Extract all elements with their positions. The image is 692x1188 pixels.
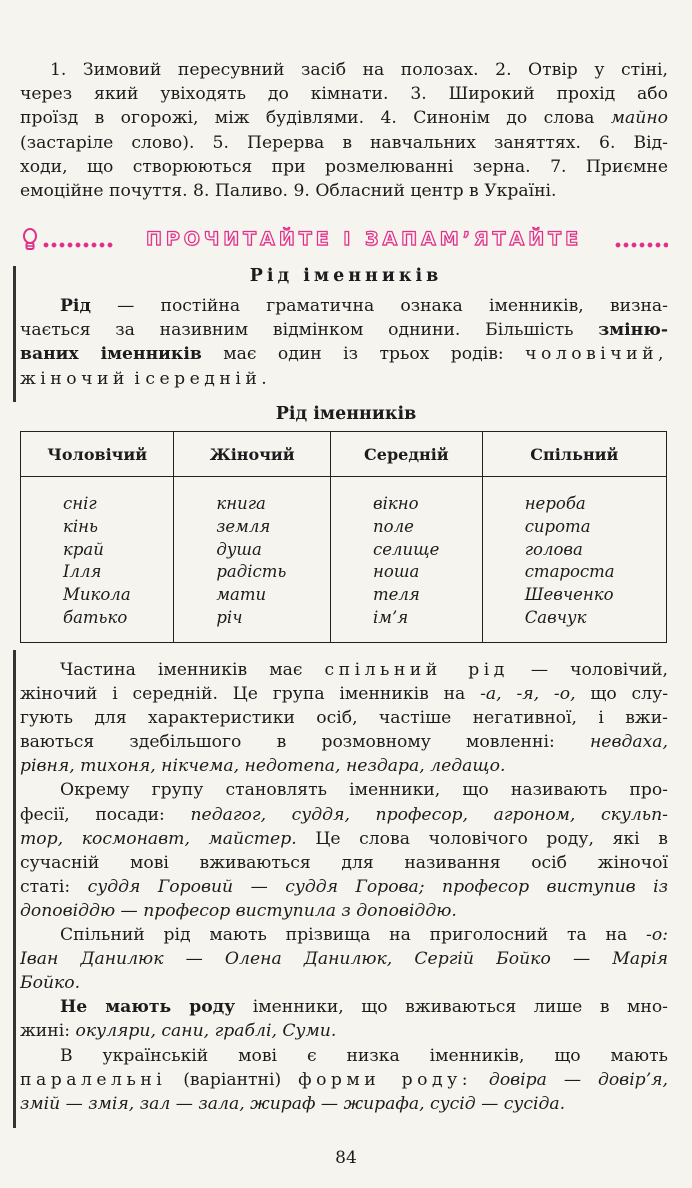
noun-word: Шевченко <box>524 585 614 605</box>
paragraph-common-gender <box>20 658 668 778</box>
body-text-run: ваються здебільшого в розмовному мовленні: <box>20 732 590 753</box>
noun-word: Савчук <box>524 607 587 627</box>
body-italic: педагог, суддя, професор, агроном, скульп- <box>190 804 668 825</box>
body-text <box>20 658 668 1116</box>
table-cell <box>174 477 331 643</box>
read-remember-banner <box>20 226 670 254</box>
table-caption: Рід іменників <box>275 404 417 424</box>
intro-text: має один із трьох родів: <box>201 344 526 365</box>
table-header: Жіночий <box>174 432 331 477</box>
noun-word: ноша <box>373 562 420 582</box>
term-rid: Рід <box>60 296 91 316</box>
body-spaced: паралельні <box>20 1069 167 1090</box>
lightbulb-icon <box>22 228 38 252</box>
noun-word: голова <box>524 539 583 559</box>
body-bold: Не мають роду <box>60 997 236 1018</box>
intro-text: чається за називним відмінком однини. Більшість <box>20 320 599 341</box>
table-header: Чоловічий <box>21 432 174 477</box>
paragraph-surnames <box>20 923 668 995</box>
banner-dots-left <box>42 242 114 248</box>
exercise-line: ходи, що створюються при розмелюванні зерна. 7. Приємне <box>20 156 668 177</box>
body-italic: Іван Данилюк — Олена Данилюк, Сергій Бойко — Марія <box>20 949 668 970</box>
table-header: Середній <box>331 432 483 477</box>
noun-word: сніг <box>63 494 97 513</box>
noun-word: теля <box>373 585 420 605</box>
paragraph-no-gender <box>20 995 668 1043</box>
body-text-run: Частина іменників має <box>60 660 325 680</box>
exercise-text <box>20 58 668 203</box>
exercise-line: через який увіходять до кімнати. 3. Широкий прохід або <box>20 84 668 105</box>
body-text-run: іменники, що вживаються лише в мно- <box>235 997 668 1018</box>
body-text-run: статі: <box>20 876 88 897</box>
banner-title: ПРОЧИТАЙТЕ І ЗАПАМ’ЯТАЙТЕ <box>145 228 583 250</box>
noun-word: нероба <box>524 494 586 513</box>
body-italic: довіра — довір’я, <box>472 1069 668 1090</box>
table-cell <box>21 477 174 643</box>
body-italic: -а, -я, -о, <box>480 684 576 705</box>
intro-text: — постійна граматична ознака іменників, визна- <box>90 296 668 316</box>
noun-gender-table <box>20 431 667 643</box>
body-text-run: жіночий і середній. Це група іменників на <box>20 684 481 705</box>
paragraph-parallel-forms <box>20 1044 668 1116</box>
noun-word: радість <box>216 562 287 582</box>
section-title: Рід іменників <box>249 266 443 286</box>
body-text-run: Це слова чоловічого роду, які в <box>296 828 668 849</box>
body-italic: невдаха, <box>589 732 668 753</box>
table-cell <box>331 477 483 643</box>
noun-word: Микола <box>63 585 131 605</box>
noun-word: батько <box>63 607 128 627</box>
body-italic: Бойко. <box>20 973 81 994</box>
body-italic: суддя Горовий — суддя Горова; професор виступив із <box>87 876 668 897</box>
noun-word: душа <box>216 539 262 559</box>
body-text-run: жині: <box>20 1021 76 1042</box>
body-text-run: Окрему групу становлять іменники, що називають про- <box>60 780 668 801</box>
body-text-run: Спільний рід мають прізвища на приголосний та на <box>60 925 647 946</box>
intro-bold: зміню- <box>598 320 668 341</box>
noun-word: земля <box>216 516 271 536</box>
noun-word: староста <box>524 562 615 582</box>
paragraph-professions <box>20 778 668 923</box>
body-text-run: сучасній мові вживаються для називання осіб жіночої <box>20 852 668 873</box>
body-text-run: (варіантні) <box>166 1069 299 1090</box>
exercise-italic-word: майно <box>610 108 668 129</box>
noun-word: ім’я <box>373 607 409 627</box>
body-italic: змій — змія, зал — зала, жираф — жирафа, сусід — сусіда. <box>20 1093 566 1114</box>
intro-paragraph <box>20 294 668 391</box>
banner-dots-right <box>614 242 668 248</box>
body-spaced: спільний рід <box>324 660 509 680</box>
noun-word: річ <box>216 607 243 627</box>
margin-rule <box>13 650 16 1128</box>
noun-word: Ілля <box>63 562 102 582</box>
noun-word: вікно <box>373 494 419 513</box>
noun-word: поле <box>373 516 414 536</box>
body-text-run: В українській мові є низка іменників, що мають <box>60 1045 668 1066</box>
noun-word: край <box>63 539 104 559</box>
body-italic: окуляри, сани, граблі, Суми. <box>75 1021 337 1042</box>
table-row <box>21 477 667 643</box>
noun-word: книга <box>216 494 266 513</box>
intro-spaced: середній. <box>145 368 272 389</box>
table-cell <box>482 477 666 643</box>
intro-bold: ваних іменників <box>20 344 202 365</box>
intro-spaced: жіночий <box>20 368 129 389</box>
noun-word: селище <box>373 539 440 559</box>
noun-word: сирота <box>524 516 591 536</box>
body-spaced: форми роду: <box>298 1069 473 1090</box>
body-italic: -о: <box>646 925 668 946</box>
exercise-line: (застаріле слово). 5. Перерва в навчальних заняттях. 6. Від- <box>20 132 668 153</box>
body-text-run: гують для характеристики осіб, частіше негативної, і вжи- <box>20 708 668 729</box>
body-text-run: — чоловічий, <box>508 660 668 680</box>
exercise-line: проїзд в огорожі, між будівлями. 4. Синонім до слова майно <box>20 108 668 129</box>
body-italic: рівня, тихоня, нікчема, недотепа, нездара, ледащо. <box>20 756 506 777</box>
noun-word: кінь <box>63 516 98 536</box>
intro-text: і <box>128 368 146 389</box>
body-text-run: що слу- <box>575 684 669 705</box>
intro-spaced: чоловічий, <box>525 344 669 365</box>
noun-word: мати <box>216 585 267 605</box>
body-text-run: фесії, посади: <box>20 804 191 825</box>
body-italic: тор, космонавт, майстер. <box>20 828 297 849</box>
page-number: 84 <box>335 1148 357 1168</box>
table-header: Спільний <box>482 432 666 477</box>
exercise-line: 1. Зимовий пересувний засіб на полозах. 2. Отвір у стіні, <box>50 60 668 80</box>
margin-rule <box>13 266 16 402</box>
exercise-line: емоційне почуття. 8. Паливо. 9. Обласний центр в Україні. <box>20 181 557 202</box>
body-italic: доповіддю — професор виступила з доповіддю. <box>20 900 457 921</box>
